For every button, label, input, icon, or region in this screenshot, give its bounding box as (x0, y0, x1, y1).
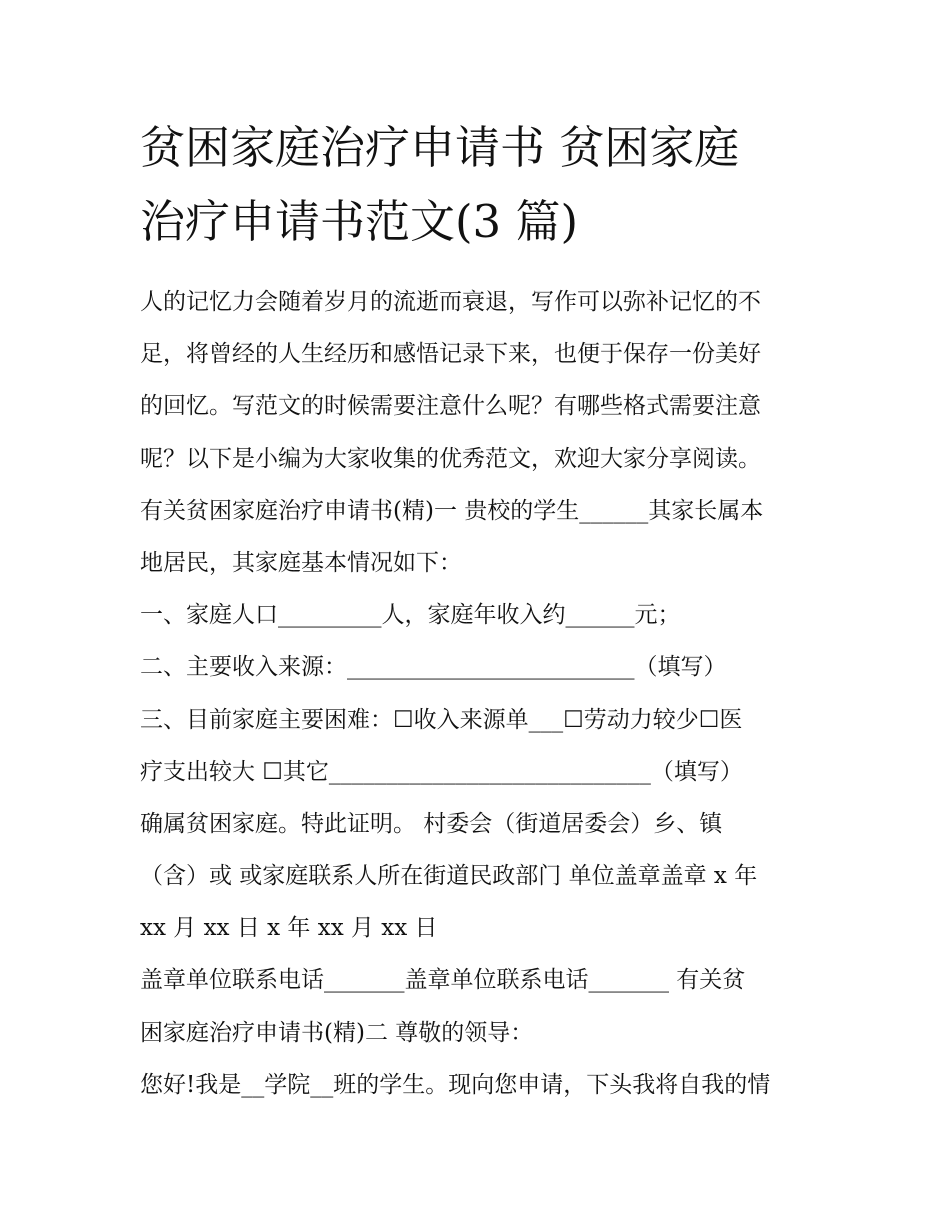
body-line: 二、主要收入来源：_________________________（填写） (140, 654, 727, 681)
body-line: 困家庭治疗申请书(精)二 尊敬的领导： (140, 1019, 534, 1046)
document-title (140, 111, 820, 259)
body-line: 疗支出较大 ☐其它____________________________（填写） (140, 758, 743, 785)
body-line: （含）或 或家庭联系人所在街道民政部门 单位盖章盖章 x 年 (140, 863, 758, 890)
body-line: xx 月 xx 日 x 年 xx 月 xx 日 (140, 915, 438, 942)
body-line: 确属贫困家庭。特此证明。 村委会（街道居委会）乡、镇 (140, 810, 723, 837)
body-line: 人的记忆力会随着岁月的流逝而衰退，写作可以弥补记忆的不 (140, 289, 761, 315)
body-line: 足，将曾经的人生经历和感悟记录下来，也便于保存一份美好 (140, 341, 761, 368)
document-body (140, 276, 820, 1111)
body-line: 一、家庭人口_________人，家庭年收入约______元； (140, 602, 681, 629)
body-line: 盖章单位联系电话_______盖章单位联系电话_______ 有关贫 (140, 967, 746, 994)
title-line: 治疗申请书范文(3 篇) (140, 195, 579, 248)
title-line: 贫困家庭治疗申请书 贫困家庭 (140, 121, 740, 174)
body-line: 三、目前家庭主要困难：☐收入来源单___☐劳动力较少☐医 (140, 706, 743, 733)
body-line: 有关贫困家庭治疗申请书(精)一 贵校的学生______其家长属本 (140, 497, 764, 524)
body-line: 呢？以下是小编为大家收集的优秀范文，欢迎大家分享阅读。 (140, 445, 761, 472)
body-line: 的回忆。写范文的时候需要注意什么呢？有哪些格式需要注意 (140, 393, 761, 420)
body-line: 地居民，其家庭基本情况如下： (140, 549, 462, 576)
body-line: 您好!我是__学院__班的学生。现向您申请，下头我将自我的情 (140, 1071, 771, 1098)
